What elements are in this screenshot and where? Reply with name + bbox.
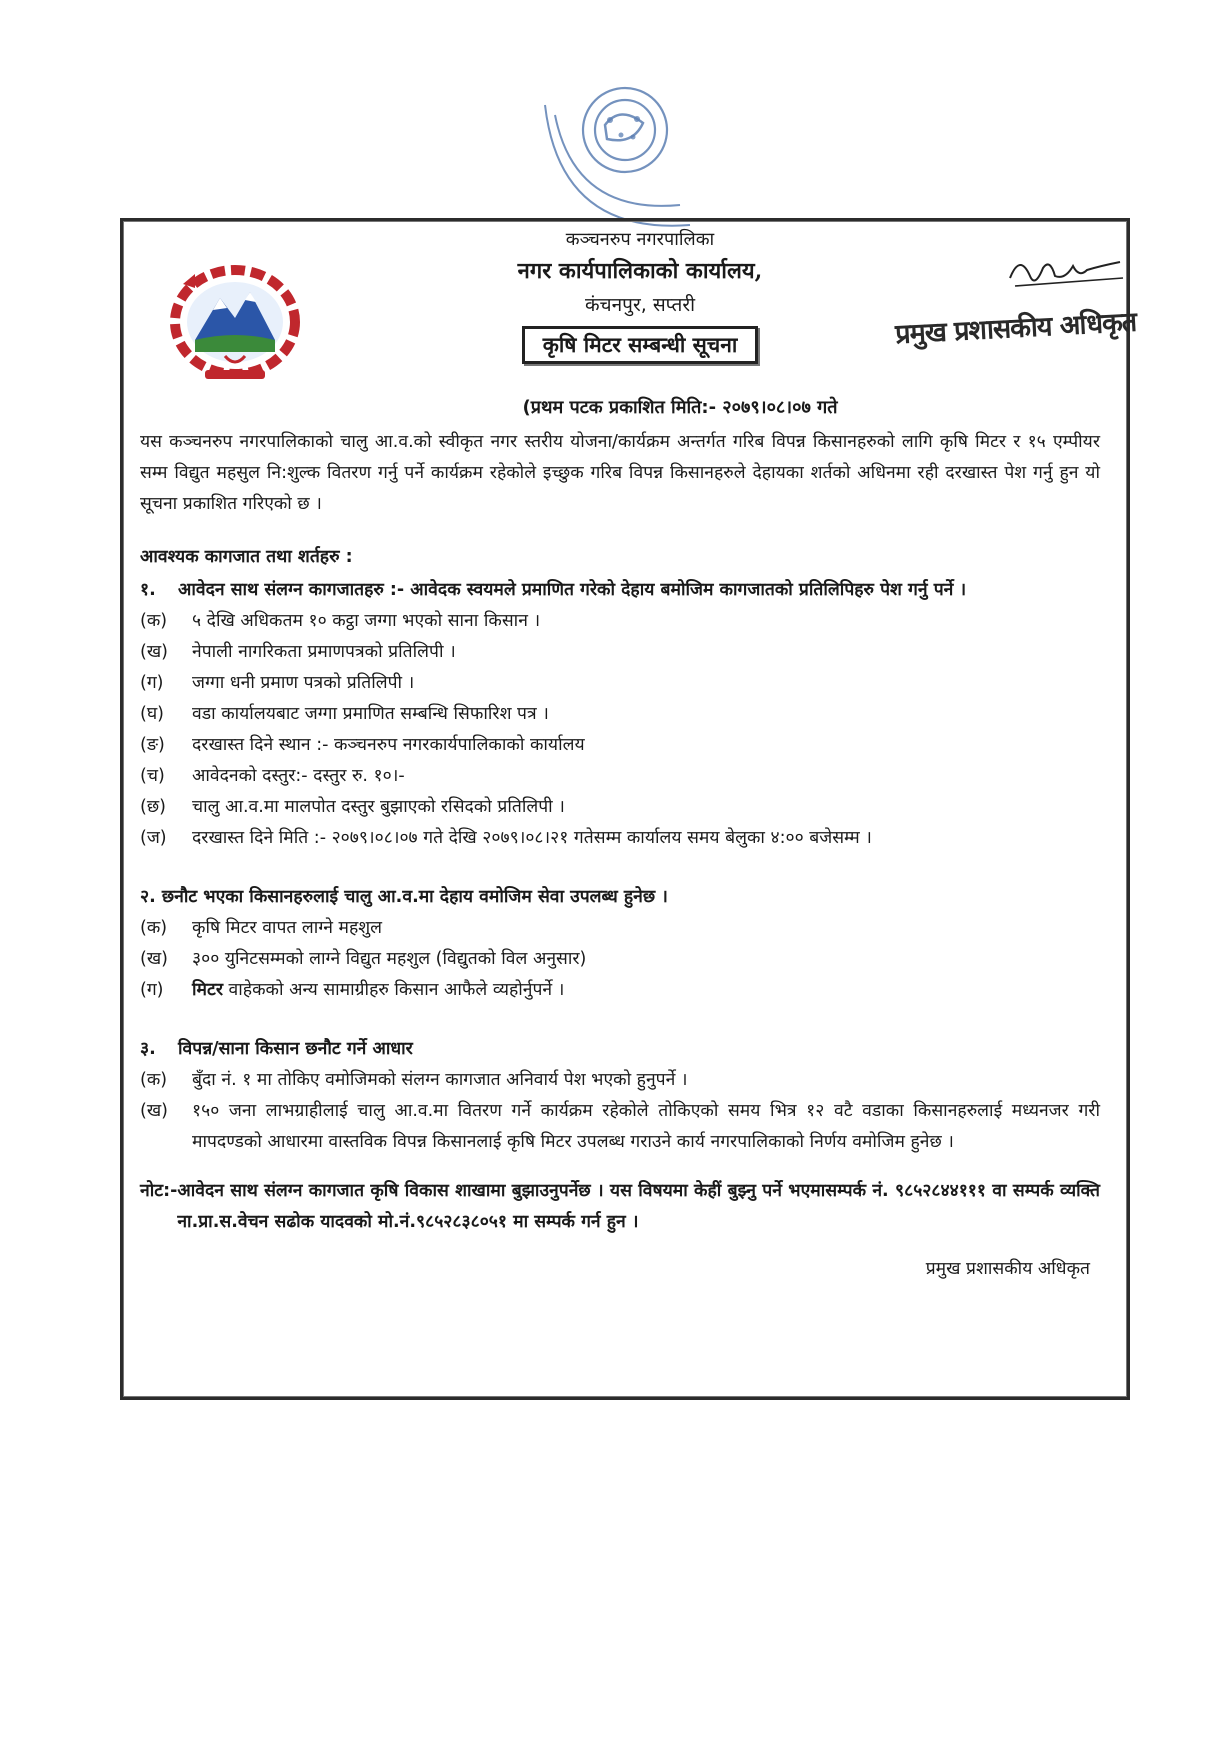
- item-text: कृषि मिटर वापत लाग्ने महशुल: [192, 918, 383, 938]
- nepal-emblem-icon: [165, 260, 305, 385]
- item-label: (ख): [140, 642, 168, 662]
- office-name: नगर कार्यपालिकाको कार्यालय,: [517, 258, 763, 284]
- intro-paragraph: यस कञ्चनरुप नगरपालिकाको चालु आ.व.को स्वीकृत नगर स्तरीय योजना/कार्यक्रम अन्तर्गत गरिब विपन्न किसानहरुको लागि कृषि मिटर र १५ एम्पीयर सम्म विद्युत महसुल नि:शुल्क वितरण गर्नु पर्ने कार्यक्रम रहेकोले इच्छुक गरिब विपन्न किसानहरुले देहायका शर्तको अधिनमा रही दरखास्त पेश गर्नु हुन यो सूचना प्रकाशित गरिएको छ ।: [140, 432, 1100, 514]
- signature-stamp: [895, 248, 1215, 358]
- item-text: बुँदा नं. १ मा तोकिए वमोजिमको संलग्न कागजात अनिवार्य पेश भएको हुनुपर्ने ।: [192, 1070, 688, 1090]
- list-item: [140, 1096, 1100, 1158]
- list-item: [140, 606, 1100, 637]
- point-number: ३.: [140, 1039, 156, 1059]
- note-label: नोट:-: [140, 1181, 178, 1201]
- item-text: वडा कार्यालयबाट जग्गा प्रमाणित सम्बन्धि सिफारिश पत्र ।: [192, 704, 549, 724]
- item-text: दरखास्त दिने मिति :- २०७९।०८।०७ गते देखि २०७९।०८।२१ गतेसम्म कार्यालय समय बेलुका ४:०० बजेसम्म ।: [192, 828, 872, 848]
- handwritten-signature: [1005, 248, 1125, 298]
- item-label: (क): [140, 1070, 168, 1090]
- item-text: चालु आ.व.मा मालपोत दस्तुर बुझाएको रसिदको प्रतिलिपी ।: [192, 797, 565, 817]
- item-text: जग्गा धनी प्रमाण पत्रको प्रतिलिपी ।: [192, 673, 415, 693]
- list-item: [140, 1065, 1100, 1096]
- note-text: आवेदन साथ संलग्न कागजात कृषि विकास शाखामा बुझाउनुपर्नेछ । यस विषयमा केहीं बुझ्नु पर्ने भएमासम्पर्क नं. ९८५२८४४१११ वा सम्पर्क व्यक्ति ना.प्रा.स.वेचन सढोक यादवको मो.नं.९८५२८३८०५१ मा सम्पर्क गर्न हुन ।: [177, 1181, 1100, 1232]
- list-item: [140, 944, 1100, 975]
- list-item: [140, 668, 1100, 699]
- item-text: नेपाली नागरिकता प्रमाणपत्रको प्रतिलिपी ।: [192, 642, 456, 662]
- item-label: (ग): [140, 980, 164, 1000]
- selection-heading: [140, 1034, 1100, 1065]
- point-text: विपन्न/साना किसान छनौट गर्ने आधार: [178, 1039, 413, 1059]
- item-rest-text: वाहेकको अन्य सामाग्रीहरु किसान आफैले व्यहोर्नुपर्ने ।: [222, 980, 565, 1000]
- notice-title: कृषि मिटर सम्बन्धी सूचना: [522, 326, 759, 364]
- item-label: (ङ): [140, 735, 165, 755]
- list-item: [140, 913, 1100, 944]
- item-label: (घ): [140, 704, 164, 724]
- note-paragraph: [140, 1176, 1100, 1238]
- item-text: १५० जना लाभग्राहीलाई चालु आ.व.मा वितरण गर्ने कार्यक्रम रहेकोले तोकिएको समय भित्र १२ वटै वडाका किसानहरुलाई मध्यनजर गरी मापदण्डको आधारमा वास्तविक विपन्न किसानलाई कृषि मिटर उपलब्ध गराउने कार्य नगरपालिकाको निर्णय वमोजिम हुनेछ ।: [192, 1101, 1100, 1152]
- list-item: [140, 699, 1100, 730]
- list-item: [140, 730, 1100, 761]
- publish-date: (प्रथम पटक प्रकाशित मिति:- २०७९।०८।०७ गते: [522, 397, 838, 418]
- item-text: आवेदनको दस्तुर:- दस्तुर रु. १०।-: [192, 766, 405, 786]
- list-item: [140, 761, 1100, 792]
- item-label: (ख): [140, 1101, 168, 1121]
- requirement-point-1: [140, 575, 1100, 606]
- office-address: कंचनपुर, सप्तरी: [584, 294, 696, 316]
- item-text: दरखास्त दिने स्थान :- कञ्चनरुप नगरकार्यपालिकाको कार्यालय: [192, 735, 585, 755]
- chief-officer-stamp: प्रमुख प्रशासकीय अधिकृत: [894, 306, 1137, 351]
- item-label: (ज): [140, 828, 167, 848]
- services-heading: २. छनौट भएका किसानहरुलाई चालु आ.व.मा देहाय वमोजिम सेवा उपलब्ध हुनेछ ।: [140, 887, 668, 907]
- item-text: [192, 975, 1100, 1006]
- item-label: (छ): [140, 797, 166, 817]
- item-strong-text: मिटर: [192, 980, 223, 1000]
- list-item: [140, 975, 1100, 1006]
- item-text: ५ देखि अधिकतम १० कट्ठा जग्गा भएको साना किसान ।: [192, 611, 541, 631]
- municipality-name: कञ्चनरुप नगरपालिका: [565, 229, 715, 250]
- item-label: (ग): [140, 673, 164, 693]
- notice-body: [140, 392, 1100, 1285]
- item-label: (क): [140, 611, 168, 631]
- signoff: प्रमुख प्रशासकीय अधिकृत: [925, 1259, 1090, 1279]
- letterhead: [360, 226, 920, 364]
- item-label: (च): [140, 766, 165, 786]
- list-item: [140, 637, 1100, 668]
- list-item: [140, 792, 1100, 823]
- point-number: १.: [140, 580, 156, 600]
- item-text: ३०० युनिटसम्मको लाग्ने विद्युत महशुल (विद्युतको विल अनुसार): [192, 949, 587, 969]
- item-label: (ख): [140, 949, 168, 969]
- item-label: (क): [140, 918, 168, 938]
- requirements-heading: आवश्यक कागजात तथा शर्तहरु :: [140, 547, 353, 567]
- list-item: [140, 823, 1100, 854]
- point-text: आवेदन साथ संलग्न कागजातहरु :- आवेदक स्वयमले प्रमाणित गरेको देहाय बमोजिम कागजातको प्रतिलिपिहरु पेश गर्नु पर्ने ।: [178, 580, 967, 600]
